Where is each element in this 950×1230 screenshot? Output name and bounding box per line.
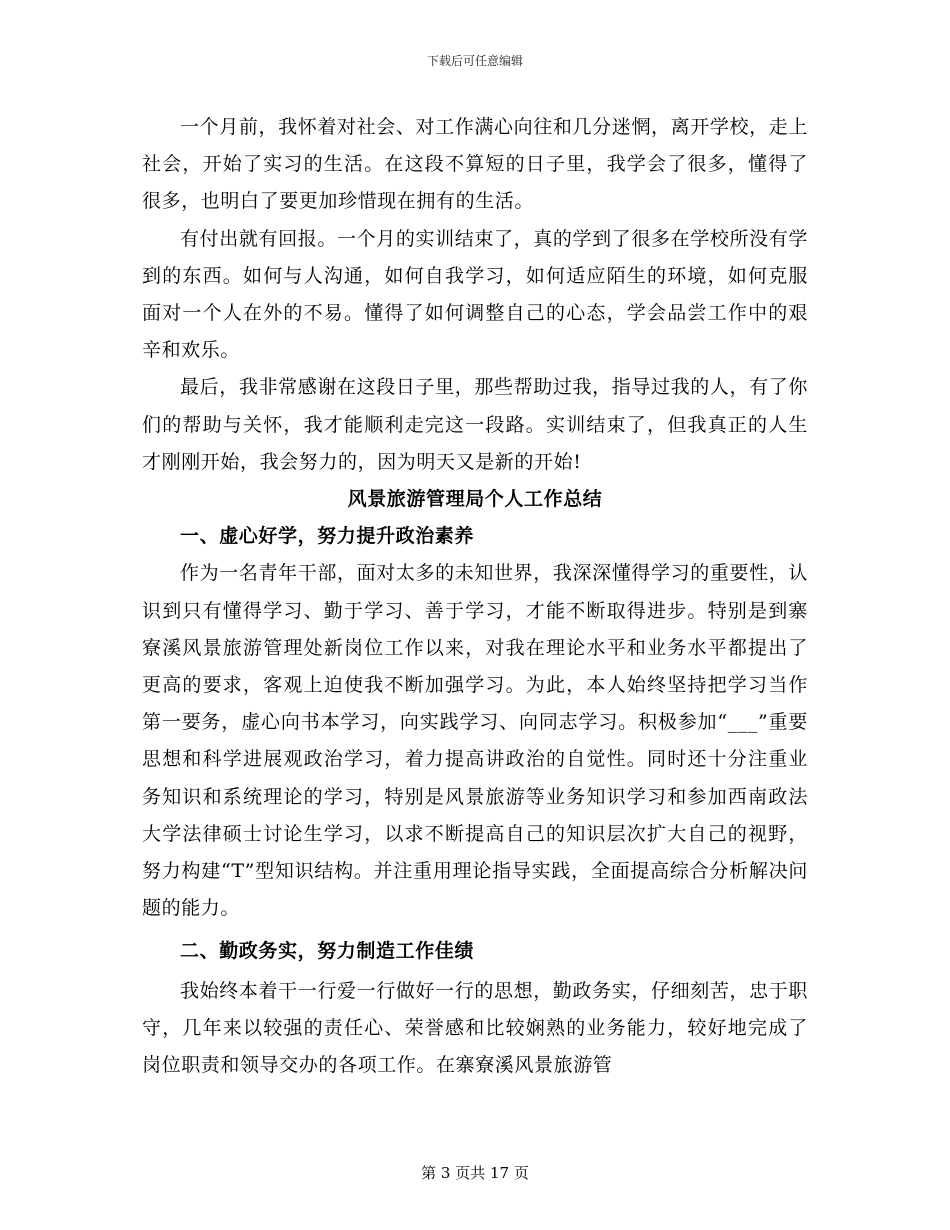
section-2-heading: 二、勤政务实，努力制造工作佳绩 bbox=[180, 940, 475, 963]
section-1-body: 作为一名青年干部，面对太多的未知世界，我深深懂得学习的重要性，认识到只有懂得学习、勤于学习、善于学习，才能不断取得进步。特别是到寨寮溪风景旅游管理处新岗位工作以来，对我在理论水平和业务水平都提出了更高的要求，客观上迫使我不断加强学习。为此，本人始终坚持把学习当作第一要务，虚心向书本学习，向实践学习、向同志学习。积极参加“___”重要思想和科学进展观政治学习，着力提高讲政治的自觉性。同时还十分注重业务知识和系统理论的学习，特别是风景旅游等业务知识学习和参加西南政法大学法律硕士讨论生学习，以求不断提高自己的知识层次扩大自己的视野，努力构建“T”型知识结构。并注重用理论指导实践，全面提高综合分析解决问题的能力。 bbox=[142, 562, 808, 920]
paragraph-internship-thanks: 最后，我非常感谢在这段日子里，那些帮助过我，指导过我的人，有了你们的帮助与关怀，我才能顺利走完这一段路。实训结束了，但我真正的人生才刚刚开始，我会努力的，因为明天又是新的开始! bbox=[142, 376, 808, 473]
section-2-body: 我始终本着干一行爱一行做好一行的思想，勤政务实，仔细刻苦，忠于职守，几年来以较强的责任心、荣誉感和比较娴熟的业务能力，较好地完成了岗位职责和领导交办的各项工作。在寨寮溪风景旅游管 bbox=[142, 979, 808, 1077]
section-1-heading: 一、虚心好学，努力提升政治素养 bbox=[180, 525, 475, 548]
document-body bbox=[142, 109, 808, 1084]
paragraph-internship-gains: 有付出就有回报。一个月的实训结束了，真的学到了很多在学校所没有学到的东西。如何与人沟通，如何自我学习，如何适应陌生的环境，如何克服面对一个人在外的不易。懂得了如何调整自己的心态，学会品尝工作中的艰辛和欢乐。 bbox=[142, 227, 808, 362]
paragraph-internship-start: 一个月前，我怀着对社会、对工作满心向往和几分迷惘，离开学校，走上社会，开始了实习的生活。在这段不算短的日子里，我学会了很多，懂得了很多，也明白了要更加珍惜现在拥有的生活。 bbox=[142, 116, 808, 213]
page-number-footer: 第 3 页共 17 页 bbox=[421, 1164, 529, 1182]
page-header-note: 下载后可任意编辑 bbox=[426, 54, 523, 68]
document-title: 风景旅游管理局个人工作总结 bbox=[347, 488, 603, 511]
